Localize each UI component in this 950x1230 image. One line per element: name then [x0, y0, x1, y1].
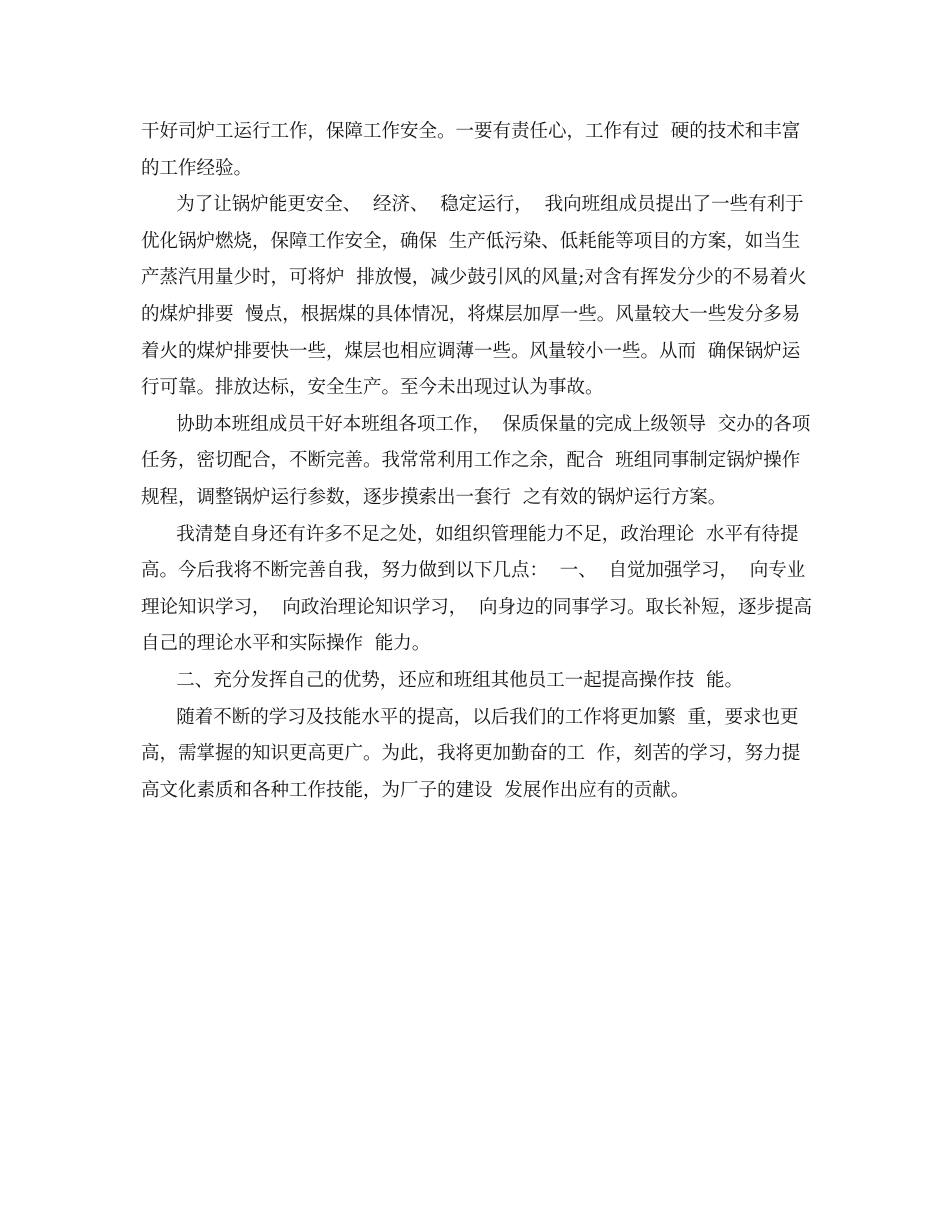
text-line: 干好司炉工运行工作，保障工作安全。一要有责任心，工作有过 硬的技术和丰富	[141, 121, 801, 142]
text-line: 着火的煤炉排要快一些，煤层也相应调薄一些。风量较小一些。从而 确保锅炉运	[141, 340, 801, 362]
text-line: 高文化素质和各种工作技能，为厂子的建设 发展作出应有的贡献。	[141, 779, 690, 801]
text-line: 的煤炉排要 慢点，根据煤的具体情况，将煤层加厚一些。风量较大一些发分多易	[141, 303, 801, 325]
text-line: 随着不断的学习及技能水平的提高，以后我们的工作将更加繁 重，要求也更	[141, 706, 799, 728]
text-line: 优化锅炉燃烧，保障工作安全，确保 生产低污染、低耗能等项目的方案，如当生	[141, 230, 801, 252]
document-body	[141, 114, 813, 809]
text-line: 协助本班组成员干好本班组各项工作， 保质保量的完成上级领导 交办的各项	[141, 413, 811, 435]
text-line: 产蒸汽用量少时，可将炉 排放慢，减少鼓引风的风量;对含有挥发分少的不易着火	[141, 267, 807, 289]
text-line: 高，需掌握的知识更高更广。为此，我将更加勤奋的工 作，刻苦的学习，努力提	[141, 743, 801, 765]
text-line: 的工作经验。	[141, 157, 253, 179]
text-line: 规程，调整锅炉运行参数，逐步摸索出一套行 之有效的锅炉运行方案。	[141, 486, 727, 508]
text-line: 二、充分发挥自己的优势，还应和班组其他员工一起提高操作技 能。	[141, 669, 744, 691]
text-line: 理论知识学习， 向政治理论知识学习， 向身边的同事学习。取长补短，逐步提高	[141, 596, 813, 618]
text-line: 为了让锅炉能更安全、 经济、 稳定运行， 我向班组成员提出了一些有利于	[141, 194, 804, 216]
text-line: 自己的理论水平和实际操作 能力。	[141, 633, 431, 655]
text-line: 行可靠。排放达标，安全生产。至今未出现过认为事故。	[141, 377, 604, 399]
text-line: 我清楚自身还有许多不足之处，如组织管理能力不足，政治理论 水平有待提	[141, 523, 799, 545]
text-line: 任务，密切配合，不断完善。我常常利用工作之余，配合 班组同事制定锅炉操作	[141, 450, 801, 472]
text-line: 高。今后我将不断完善自我，努力做到以下几点： 一、 自觉加强学习， 向专业	[141, 560, 806, 582]
